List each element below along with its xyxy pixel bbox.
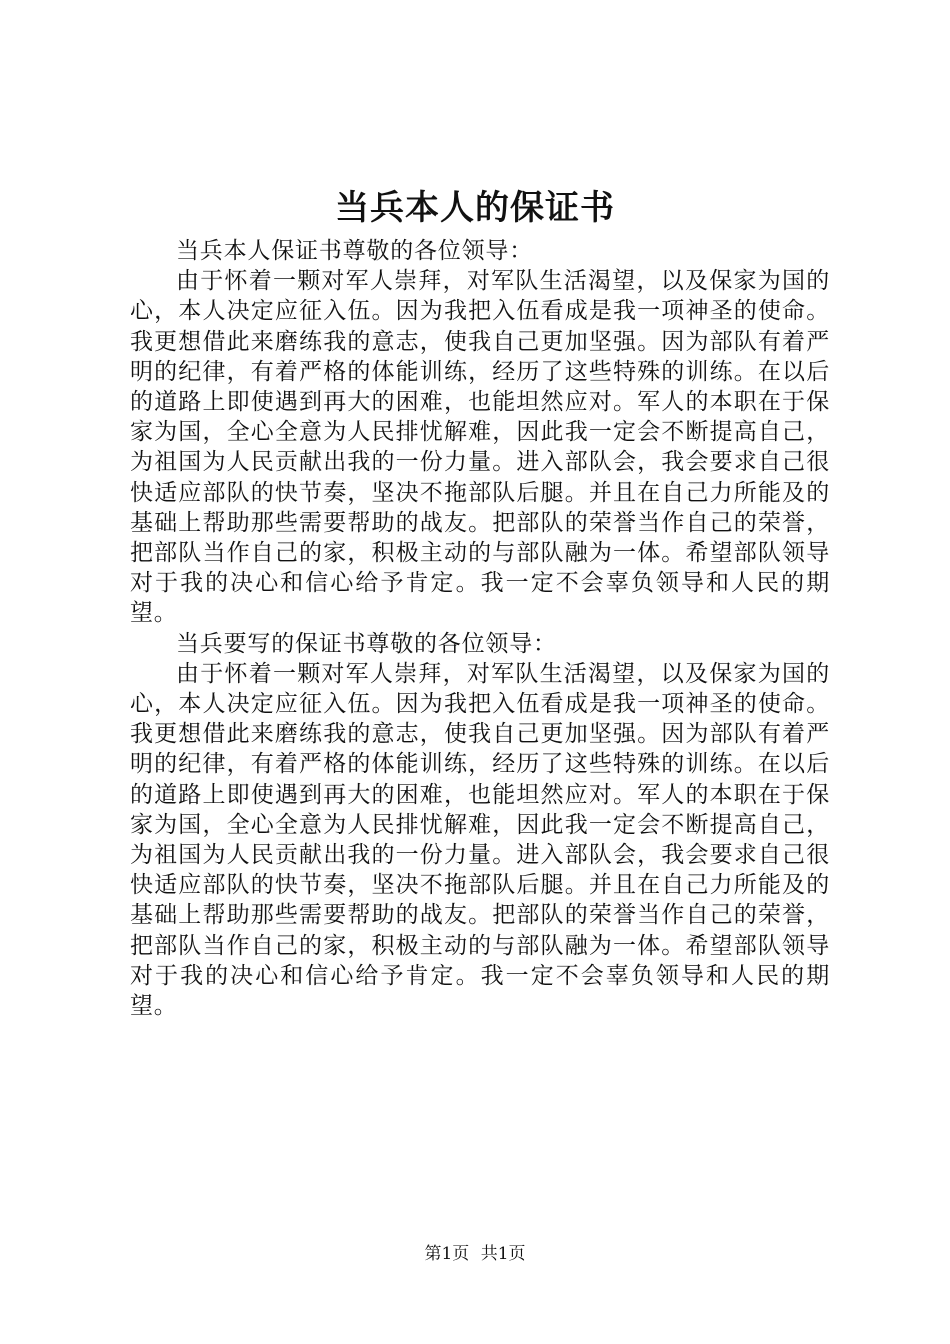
document-body bbox=[130, 236, 830, 1021]
document-title: 当兵本人的保证书 bbox=[335, 188, 615, 228]
page-footer bbox=[0, 1243, 950, 1265]
page-number: 第1页 bbox=[424, 1244, 470, 1264]
body-paragraph-1: 由于怀着一颗对军人崇拜，对军队生活渴望，以及保家为国的心，本人决定应征入伍。因为我把入伍看成是我一项神圣的使命。我更想借此来磨练我的意志，使我自己更加坚强。因为部队有着严明的纪律，有着严格的体能训练，经历了这些特殊的训练。在以后的道路上即使遇到再大的困难，也能坦然应对。军人的本职在于保家为国，全心全意为人民排忧解难，因此我一定会不断提高自己，为祖国为人民贡献出我的一份力量。进入部队会，我会要求自己很快适应部队的快节奏，坚决不拖部队后腿。并且在自己力所能及的基础上帮助那些需要帮助的战友。把部队的荣誉当作自己的荣誉，把部队当作自己的家，积极主动的与部队融为一体。希望部队领导对于我的决心和信心给予肯定。我一定不会辜负领导和人民的期望。 bbox=[130, 268, 830, 627]
salutation-1: 当兵本人保证书尊敬的各位领导： bbox=[176, 238, 533, 264]
body-paragraph-2: 由于怀着一颗对军人崇拜，对军队生活渴望，以及保家为国的心，本人决定应征入伍。因为我把入伍看成是我一项神圣的使命。我更想借此来磨练我的意志，使我自己更加坚强。因为部队有着严明的纪律，有着严格的体能训练，经历了这些特殊的训练。在以后的道路上即使遇到再大的困难，也能坦然应对。军人的本职在于保家为国，全心全意为人民排忧解难，因此我一定会不断提高自己，为祖国为人民贡献出我的一份力量。进入部队会，我会要求自己很快适应部队的快节奏，坚决不拖部队后腿。并且在自己力所能及的基础上帮助那些需要帮助的战友。把部队的荣誉当作自己的荣誉，把部队当作自己的家，积极主动的与部队融为一体。希望部队领导对于我的决心和信心给予肯定。我一定不会辜负领导和人民的期望。 bbox=[130, 660, 830, 1020]
salutation-2: 当兵要写的保证书尊敬的各位领导： bbox=[176, 630, 557, 657]
page-total: 共1页 bbox=[480, 1244, 526, 1264]
